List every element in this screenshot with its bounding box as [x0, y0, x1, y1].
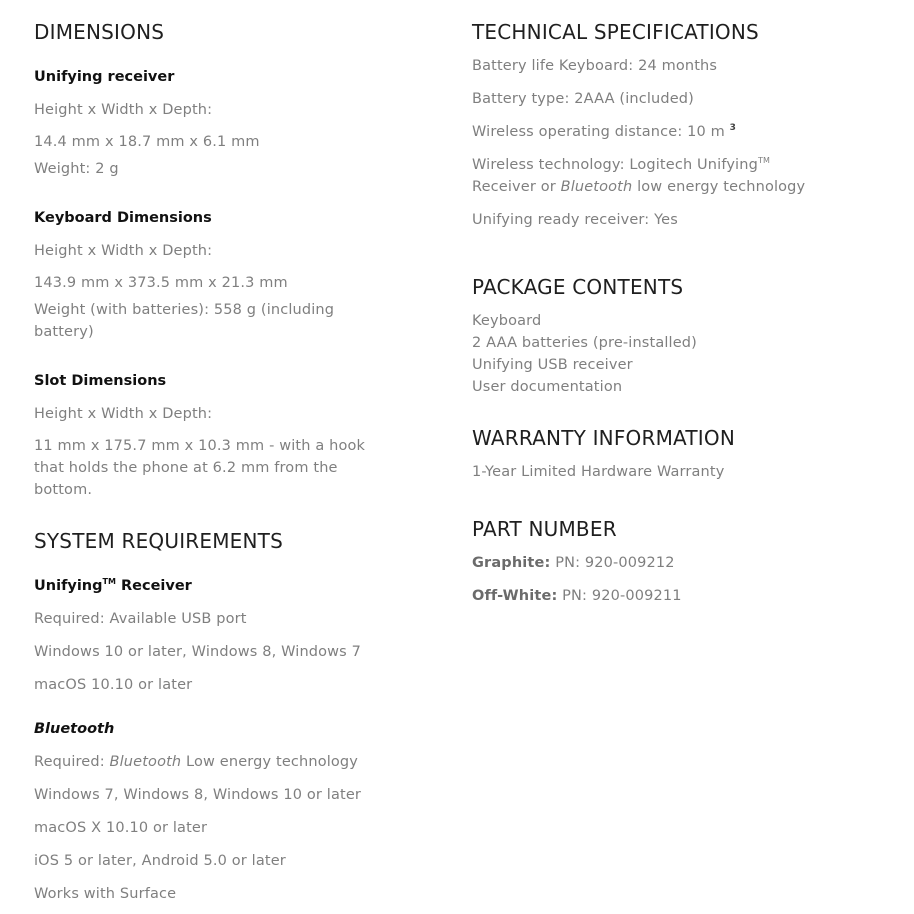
keyboard-weight-line1: Weight (with batteries): 558 g (including: [34, 302, 335, 318]
wireless-technology-line1: [472, 154, 770, 176]
package-item: User documentation: [472, 379, 623, 395]
unifying-req-required: Required: Available USB port: [34, 611, 247, 627]
slot-hwd-label: Height x Width x Depth:: [34, 406, 213, 422]
wireless-distance-text: Wireless operating distance: 10 m: [472, 124, 730, 140]
bluetooth-required-prefix: Required:: [34, 754, 110, 770]
wireless-tech-text: Wireless technology: Logitech Unifying: [472, 157, 758, 173]
unifying-req-windows: Windows 10 or later, Windows 8, Windows 7: [34, 644, 362, 660]
offwhite-label: Off-White:: [472, 588, 558, 604]
unifying-req-mac: macOS 10.10 or later: [34, 677, 193, 693]
slot-dimensions-title: Slot Dimensions: [34, 373, 167, 389]
dimensions-heading: DIMENSIONS: [34, 20, 165, 44]
keyboard-hwd-label: Height x Width x Depth:: [34, 243, 213, 259]
unifying-hwd-value: 14.4 mm x 18.7 mm x 6.1 mm: [34, 134, 260, 150]
package-item: Keyboard: [472, 313, 542, 329]
bluetooth-req-required: [34, 751, 358, 773]
package-item: Unifying USB receiver: [472, 357, 633, 373]
part-number-heading: PART NUMBER: [472, 517, 617, 541]
unifying-ready-receiver: Unifying ready receiver: Yes: [472, 212, 678, 228]
wireless-technology-line2: [472, 176, 805, 198]
system-requirements-heading: SYSTEM REQUIREMENTS: [34, 529, 283, 553]
bluetooth-req-title: Bluetooth: [34, 721, 115, 737]
unifying-hwd-label: Height x Width x Depth:: [34, 102, 213, 118]
bluetooth-req-surface: Works with Surface: [34, 886, 177, 902]
trademark-mark: TM: [102, 577, 116, 587]
battery-type: Battery type: 2AAA (included): [472, 91, 694, 107]
trademark-mark: TM: [757, 156, 771, 166]
slot-value-line2: that holds the phone at 6.2 mm from the: [34, 460, 338, 476]
graphite-value: PN: 920-009212: [550, 555, 675, 571]
unifying-receiver-title: Unifying receiver: [34, 69, 175, 85]
bluetooth-req-windows: Windows 7, Windows 8, Windows 10 or later: [34, 787, 362, 803]
offwhite-value: PN: 920-009211: [557, 588, 682, 604]
slot-value-line3: bottom.: [34, 482, 93, 498]
slot-value-line1: 11 mm x 175.7 mm x 10.3 mm - with a hook: [34, 438, 366, 454]
keyboard-dimensions-title: Keyboard Dimensions: [34, 210, 212, 226]
bluetooth-req-mobile: iOS 5 or later, Android 5.0 or later: [34, 853, 286, 869]
bluetooth-req-mac: macOS X 10.10 or later: [34, 820, 208, 836]
unifying-req-title-text: Unifying: [34, 578, 103, 594]
warranty-heading: WARRANTY INFORMATION: [472, 426, 735, 450]
technical-specifications-heading: TECHNICAL SPECIFICATIONS: [472, 20, 759, 44]
graphite-label: Graphite:: [472, 555, 551, 571]
wireless-distance: [472, 121, 736, 143]
part-number-offwhite: [472, 585, 682, 607]
warranty-text: 1-Year Limited Hardware Warranty: [472, 464, 725, 480]
part-number-graphite: [472, 552, 675, 574]
footnote-mark: 3: [729, 123, 737, 134]
package-item: 2 AAA batteries (pre-installed): [472, 335, 697, 351]
bluetooth-required-suffix: Low energy technology: [181, 754, 359, 770]
wireless-tech-line2-prefix: Receiver or: [472, 179, 561, 195]
keyboard-hwd-value: 143.9 mm x 373.5 mm x 21.3 mm: [34, 275, 288, 291]
battery-life: Battery life Keyboard: 24 months: [472, 58, 718, 74]
unifying-weight: Weight: 2 g: [34, 161, 119, 177]
wireless-tech-line2-suffix: low energy technology: [632, 179, 806, 195]
bluetooth-required-italic: Bluetooth: [109, 754, 182, 770]
package-contents-heading: PACKAGE CONTENTS: [472, 275, 684, 299]
unifying-req-title-suffix: Receiver: [115, 578, 192, 594]
wireless-tech-line2-italic: Bluetooth: [560, 179, 633, 195]
unifying-receiver-req-title: [34, 576, 192, 596]
keyboard-weight-line2: battery): [34, 324, 94, 340]
